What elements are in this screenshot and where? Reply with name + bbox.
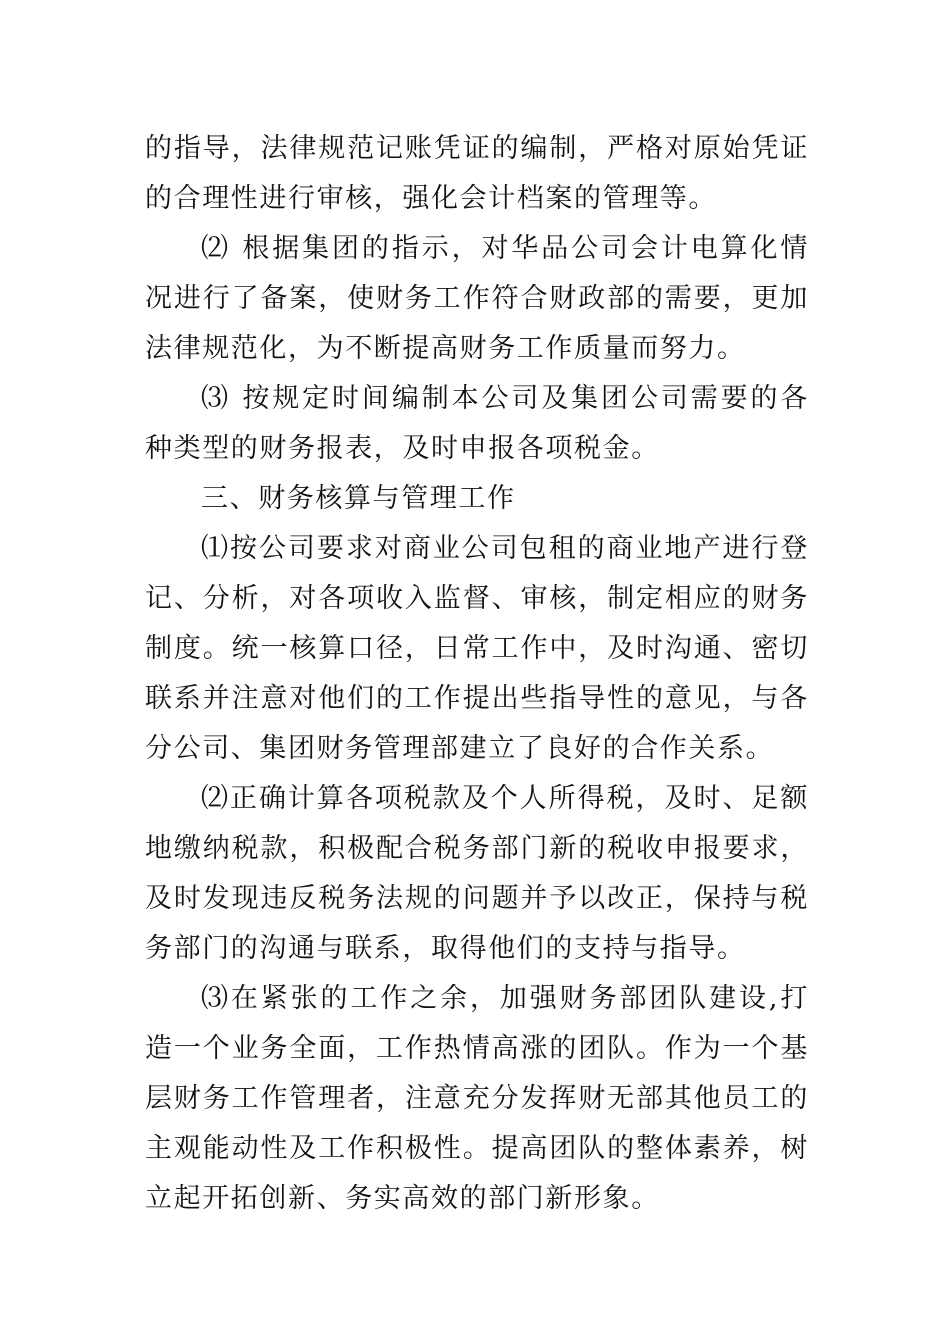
paragraph-section3-item-2: ⑵正确计算各项税款及个人所得税，及时、足额地缴纳税款，积极配合税务部门新的税收申报要求，及时发现违反税务法规的问题并予以改正，保持与税务部门的沟通与联系，取得他们的支持与指导。: [145, 783, 809, 964]
section-heading-3: 三、财务核算与管理工作: [201, 483, 516, 514]
document-body: [145, 124, 809, 1224]
paragraph-section3-item-1: ⑴按公司要求对商业公司包租的商业地产进行登记、分析，对各项收入监督、审核，制定相应的财务制度。统一核算口径，日常工作中，及时沟通、密切联系并注意对他们的工作提出些指导性的意见，与各分公司、集团财务管理部建立了良好的合作关系。: [145, 533, 809, 764]
paragraph-section3-item-3: ⑶在紧张的工作之余，加强财务部团队建设,打造一个业务全面，工作热情高涨的团队。作为一个基层财务工作管理者，注意充分发挥财无部其他员工的主观能动性及工作积极性。提高团队的整体素养，树立起开拓创新、务实高效的部门新形象。: [145, 983, 809, 1214]
paragraph-item-2-filing: ⑵ 根据集团的指示，对华品公司会计电算化情况进行了备案，使财务工作符合财政部的需要，更加法律规范化，为不断提高财务工作质量而努力。: [145, 233, 809, 364]
paragraph-accounting-guidance: 的指导，法律规范记账凭证的编制，严格对原始凭证的合理性进行审核，强化会计档案的管理等。: [145, 133, 809, 214]
paragraph-item-3-reports: ⑶ 按规定时间编制本公司及集团公司需要的各种类型的财务报表，及时申报各项税金。: [145, 383, 809, 464]
